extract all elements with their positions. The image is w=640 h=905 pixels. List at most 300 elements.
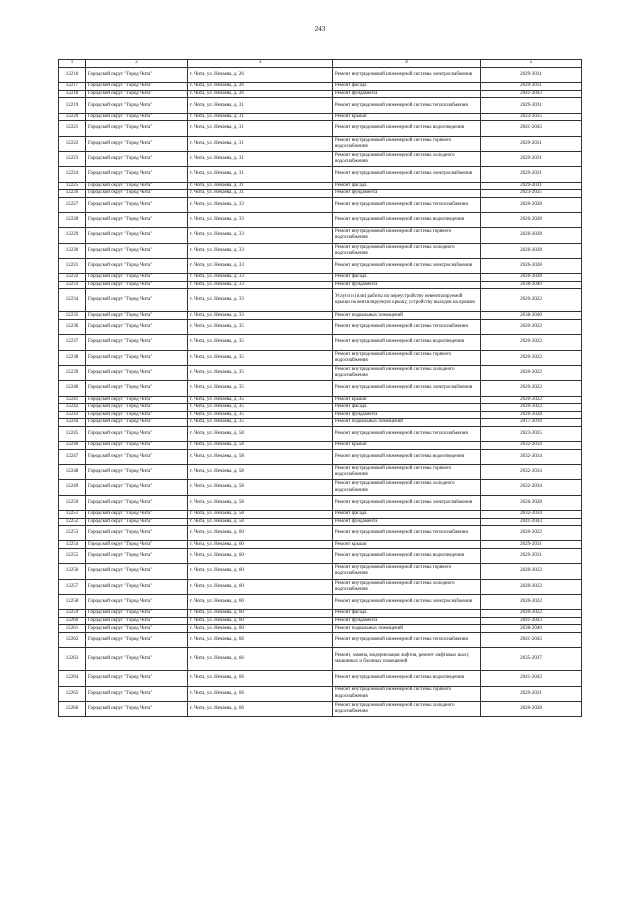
address-cell: г. Чита, ул. Нечаева, д. 35 — [188, 404, 333, 412]
municipality-cell: Городской округ "Город Чита" — [86, 350, 188, 365]
row-number: 12260 — [59, 617, 86, 625]
period-cell: 2041-2043 — [481, 90, 582, 98]
period-cell: 2020-2022 — [481, 526, 582, 541]
municipality-cell: Городской округ "Город Чита" — [86, 495, 188, 510]
row-number: 12251 — [59, 510, 86, 518]
table-row — [59, 518, 582, 526]
address-cell: г. Чита, ул. Нечаева, д. 60 — [188, 564, 333, 579]
row-number: 12242 — [59, 404, 86, 412]
row-number: 12236 — [59, 320, 86, 335]
address-cell: г. Чита, ул. Нечаева, д. 31 — [188, 113, 333, 121]
table-row — [59, 465, 582, 480]
municipality-cell: Городской округ "Город Чита" — [86, 426, 188, 441]
table-row — [59, 121, 582, 136]
address-cell: г. Чита, ул. Нечаева, д. 33 — [188, 243, 333, 258]
table-row — [59, 113, 582, 121]
municipality-cell: Городской округ "Город Чита" — [86, 564, 188, 579]
work-type-cell: Ремонт внутридомовой инженерной системы холодного водоснабжения — [333, 365, 481, 380]
address-cell: г. Чита, ул. Нечаева, д. 60 — [188, 610, 333, 618]
address-cell: г. Чита, ул. Нечаева, д. 58 — [188, 480, 333, 495]
work-type-cell: Ремонт внутридомовой инженерной системы водоотведения — [333, 213, 481, 228]
period-cell: 2020-2022 — [481, 579, 582, 594]
row-number: 12252 — [59, 518, 86, 526]
work-type-cell: Ремонт фундамента — [333, 281, 481, 289]
period-cell: 2020-2022 — [481, 289, 582, 312]
address-cell: г. Чита, ул. Нечаева, д. 35 — [188, 381, 333, 396]
address-cell: г. Чита, ул. Нечаева, д. 58 — [188, 510, 333, 518]
table-row — [59, 686, 582, 701]
work-type-cell: Ремонт внутридомовой инженерной системы холодного водоснабжения — [333, 151, 481, 166]
period-cell: 2026-2028 — [481, 495, 582, 510]
address-cell: г. Чита, ул. Нечаева, д. 31 — [188, 151, 333, 166]
address-cell: г. Чита, ул. Нечаева, д. 35 — [188, 419, 333, 427]
table-row — [59, 449, 582, 464]
municipality-cell: Городской округ "Город Чита" — [86, 365, 188, 380]
work-type-cell: Ремонт внутридомовой инженерной системы горячего водоснабжения — [333, 350, 481, 365]
period-cell: 2032-2034 — [481, 449, 582, 464]
row-number: 12263 — [59, 648, 86, 671]
period-cell: 2029-2031 — [481, 136, 582, 151]
period-cell: 2020-2022 — [481, 365, 582, 380]
table-row — [59, 258, 582, 273]
row-number: 12266 — [59, 701, 86, 716]
address-cell: г. Чита, ул. Нечаева, д. 33 — [188, 281, 333, 289]
address-cell: г. Чита, ул. Нечаева, д. 33 — [188, 258, 333, 273]
table-row — [59, 594, 582, 609]
period-cell: 2026-2028 — [481, 213, 582, 228]
work-type-cell: Ремонт внутридомовой инженерной системы теплоснабжения — [333, 98, 481, 113]
row-number: 12232 — [59, 274, 86, 282]
period-cell: 2029-2031 — [481, 686, 582, 701]
municipality-cell: Городской округ "Город Чита" — [86, 167, 188, 182]
repair-schedule-table — [58, 59, 582, 717]
municipality-cell: Городской округ "Город Чита" — [86, 68, 188, 83]
row-number: 12240 — [59, 381, 86, 396]
work-type-cell: Ремонт крыши — [333, 442, 481, 450]
period-cell: 2029-2031 — [481, 549, 582, 564]
period-cell: 2038-2040 — [481, 312, 582, 320]
table-row — [59, 289, 582, 312]
period-cell: 2041-2043 — [481, 121, 582, 136]
address-cell: г. Чита, ул. Нечаева, д. 33 — [188, 213, 333, 228]
work-type-cell: Ремонт подвальных помещений — [333, 625, 481, 633]
row-number: 12248 — [59, 465, 86, 480]
row-number: 12245 — [59, 426, 86, 441]
work-type-cell: Ремонт фасада — [333, 83, 481, 91]
municipality-cell: Городской округ "Город Чита" — [86, 541, 188, 549]
row-number: 12246 — [59, 442, 86, 450]
address-cell: г. Чита, ул. Нечаева, д. 58 — [188, 449, 333, 464]
address-cell: г. Чита, ул. Нечаева, д. 26 — [188, 90, 333, 98]
work-type-cell: Ремонт внутридомовой инженерной системы водоотведения — [333, 449, 481, 464]
municipality-cell: Городской округ "Город Чита" — [86, 617, 188, 625]
column-header-2: 2 — [86, 60, 188, 68]
row-number: 12220 — [59, 113, 86, 121]
address-cell: г. Чита, ул. Нечаева, д. 60 — [188, 549, 333, 564]
period-cell: 2032-2034 — [481, 465, 582, 480]
row-number: 12216 — [59, 68, 86, 83]
work-type-cell: Ремонт фундамента — [333, 411, 481, 419]
work-type-cell: Ремонт внутридомовой инженерной системы электроснабжения — [333, 68, 481, 83]
address-cell: г. Чита, ул. Нечаева, д. 31 — [188, 121, 333, 136]
period-cell: 2032-2034 — [481, 510, 582, 518]
table-body — [59, 68, 582, 717]
row-number: 12221 — [59, 121, 86, 136]
table-row — [59, 541, 582, 549]
address-cell: г. Чита, ул. Нечаева, д. 35 — [188, 320, 333, 335]
period-cell: 2020-2022 — [481, 564, 582, 579]
row-number: 12241 — [59, 396, 86, 404]
address-cell: г. Чита, ул. Нечаева, д. 58 — [188, 426, 333, 441]
period-cell: 2026-2028 — [481, 197, 582, 212]
table-row — [59, 98, 582, 113]
address-cell: г. Чита, ул. Нечаева, д. 60 — [188, 541, 333, 549]
address-cell: г. Чита, ул. Нечаева, д. 35 — [188, 396, 333, 404]
row-number: 12228 — [59, 213, 86, 228]
table-row — [59, 579, 582, 594]
address-cell: г. Чита, ул. Нечаева, д. 66 — [188, 671, 333, 686]
row-number: 12249 — [59, 480, 86, 495]
table-row — [59, 381, 582, 396]
table-row — [59, 411, 582, 419]
work-type-cell: Ремонт внутридомовой инженерной системы теплоснабжения — [333, 426, 481, 441]
period-cell: 2029-2031 — [481, 182, 582, 190]
address-cell: г. Чита, ул. Нечаева, д. 33 — [188, 289, 333, 312]
table-row — [59, 648, 582, 671]
row-number: 12250 — [59, 495, 86, 510]
municipality-cell: Городской округ "Город Чита" — [86, 98, 188, 113]
municipality-cell: Городской округ "Город Чита" — [86, 701, 188, 716]
work-type-cell: Ремонт внутридомовой инженерной системы горячего водоснабжения — [333, 686, 481, 701]
work-type-cell: Ремонт внутридомовой инженерной системы водоотведения — [333, 121, 481, 136]
work-type-cell: Ремонт фасада — [333, 610, 481, 618]
work-type-cell: Ремонт внутридомовой инженерной системы теплоснабжения — [333, 633, 481, 648]
table-row — [59, 68, 582, 83]
municipality-cell: Городской округ "Город Чита" — [86, 465, 188, 480]
work-type-cell: Ремонт крыши — [333, 113, 481, 121]
header-row — [59, 60, 582, 68]
work-type-cell: Ремонт, замена, модернизация лифтов, ремонт лифтовых шахт, машинных и блочных помещений — [333, 648, 481, 671]
municipality-cell: Городской округ "Город Чита" — [86, 396, 188, 404]
work-type-cell: Ремонт фундамента — [333, 90, 481, 98]
row-number: 12219 — [59, 98, 86, 113]
municipality-cell: Городской округ "Город Чита" — [86, 594, 188, 609]
municipality-cell: Городской округ "Город Чита" — [86, 190, 188, 198]
address-cell: г. Чита, ул. Нечаева, д. 35 — [188, 365, 333, 380]
period-cell: 2020-2022 — [481, 610, 582, 618]
table-row — [59, 396, 582, 404]
period-cell: 2020-2022 — [481, 320, 582, 335]
address-cell: г. Чита, ул. Нечаева, д. 31 — [188, 190, 333, 198]
table-row — [59, 419, 582, 427]
work-type-cell: Ремонт подвальных помещений — [333, 419, 481, 427]
table-row — [59, 480, 582, 495]
row-number: 12261 — [59, 625, 86, 633]
row-number: 12222 — [59, 136, 86, 151]
work-type-cell: Ремонт фундамента — [333, 617, 481, 625]
municipality-cell: Городской округ "Город Чита" — [86, 633, 188, 648]
period-cell: 2020-2022 — [481, 350, 582, 365]
address-cell: г. Чита, ул. Нечаева, д. 35 — [188, 411, 333, 419]
municipality-cell: Городской округ "Город Чита" — [86, 312, 188, 320]
table-row — [59, 404, 582, 412]
period-cell: 2026-2028 — [481, 228, 582, 243]
work-type-cell: Ремонт внутридомовой инженерной системы электроснабжения — [333, 594, 481, 609]
address-cell: г. Чита, ул. Нечаева, д. 31 — [188, 182, 333, 190]
address-cell: г. Чита, ул. Нечаева, д. 60 — [188, 579, 333, 594]
table-row — [59, 213, 582, 228]
municipality-cell: Городской округ "Город Чита" — [86, 526, 188, 541]
municipality-cell: Городской округ "Город Чита" — [86, 213, 188, 228]
work-type-cell: Ремонт крыши — [333, 396, 481, 404]
address-cell: г. Чита, ул. Нечаева, д. 33 — [188, 228, 333, 243]
period-cell: 2020-2022 — [481, 594, 582, 609]
municipality-cell: Городской округ "Город Чита" — [86, 274, 188, 282]
period-cell: 2017-2019 — [481, 419, 582, 427]
work-type-cell: Ремонт внутридомовой инженерной системы водоотведения — [333, 671, 481, 686]
row-number: 12233 — [59, 281, 86, 289]
municipality-cell: Городской округ "Город Чита" — [86, 510, 188, 518]
period-cell: 2029-2031 — [481, 151, 582, 166]
table-row — [59, 190, 582, 198]
work-type-cell: Ремонт внутридомовой инженерной системы теплоснабжения — [333, 526, 481, 541]
municipality-cell: Городской округ "Город Чита" — [86, 419, 188, 427]
period-cell: 2041-2043 — [481, 633, 582, 648]
municipality-cell: Городской округ "Город Чита" — [86, 335, 188, 350]
row-number: 12223 — [59, 151, 86, 166]
row-number: 12227 — [59, 197, 86, 212]
work-type-cell: Ремонт фундамента — [333, 190, 481, 198]
address-cell: г. Чита, ул. Нечаева, д. 58 — [188, 495, 333, 510]
row-number: 12237 — [59, 335, 86, 350]
row-number: 12264 — [59, 671, 86, 686]
municipality-cell: Городской округ "Город Чита" — [86, 625, 188, 633]
row-number: 12258 — [59, 594, 86, 609]
period-cell: 2023-2025 — [481, 426, 582, 441]
period-cell: 2023-2025 — [481, 113, 582, 121]
row-number: 12231 — [59, 258, 86, 273]
row-number: 12235 — [59, 312, 86, 320]
work-type-cell: Ремонт внутридомовой инженерной системы горячего водоснабжения — [333, 228, 481, 243]
table-row — [59, 426, 582, 441]
address-cell: г. Чита, ул. Нечаева, д. 66 — [188, 633, 333, 648]
municipality-cell: Городской округ "Город Чита" — [86, 136, 188, 151]
municipality-cell: Городской округ "Город Чита" — [86, 197, 188, 212]
row-number: 12244 — [59, 419, 86, 427]
address-cell: г. Чита, ул. Нечаева, д. 26 — [188, 68, 333, 83]
address-cell: г. Чита, ул. Нечаева, д. 66 — [188, 686, 333, 701]
period-cell: 2026-2028 — [481, 243, 582, 258]
table-row — [59, 312, 582, 320]
table-row — [59, 442, 582, 450]
period-cell: 2026-2028 — [481, 258, 582, 273]
period-cell: 2032-2034 — [481, 442, 582, 450]
table-row — [59, 320, 582, 335]
table-row — [59, 228, 582, 243]
address-cell: г. Чита, ул. Нечаева, д. 60 — [188, 617, 333, 625]
municipality-cell: Городской округ "Город Чита" — [86, 549, 188, 564]
address-cell: г. Чита, ул. Нечаева, д. 66 — [188, 701, 333, 716]
municipality-cell: Городской округ "Город Чита" — [86, 404, 188, 412]
period-cell: 2041-2043 — [481, 671, 582, 686]
municipality-cell: Городской округ "Город Чита" — [86, 480, 188, 495]
municipality-cell: Городской округ "Город Чита" — [86, 411, 188, 419]
period-cell: 2038-2040 — [481, 281, 582, 289]
row-number: 12230 — [59, 243, 86, 258]
municipality-cell: Городской округ "Город Чита" — [86, 320, 188, 335]
table-row — [59, 90, 582, 98]
work-type-cell: Ремонт внутридомовой инженерной системы холодного водоснабжения — [333, 480, 481, 495]
table-row — [59, 167, 582, 182]
work-type-cell: Ремонт фасада — [333, 182, 481, 190]
row-number: 12262 — [59, 633, 86, 648]
table-row — [59, 243, 582, 258]
municipality-cell: Городской округ "Город Чита" — [86, 182, 188, 190]
municipality-cell: Городской округ "Город Чита" — [86, 648, 188, 671]
work-type-cell: Ремонт внутридомовой инженерной системы электроснабжения — [333, 495, 481, 510]
work-type-cell: Ремонт внутридомовой инженерной системы горячего водоснабжения — [333, 136, 481, 151]
row-number: 12254 — [59, 541, 86, 549]
period-cell: 2026-2028 — [481, 701, 582, 716]
row-number: 12238 — [59, 350, 86, 365]
table-row — [59, 335, 582, 350]
column-header-3: 3 — [188, 60, 333, 68]
row-number: 12265 — [59, 686, 86, 701]
work-type-cell: Услуги и (или) работы по переустройству невентилируемой крыши на вентилируемую крышу, устройству выходов на кровлю — [333, 289, 481, 312]
work-type-cell: Ремонт внутридомовой инженерной системы горячего водоснабжения — [333, 465, 481, 480]
period-cell: 2029-2031 — [481, 68, 582, 83]
work-type-cell: Ремонт фасада — [333, 404, 481, 412]
work-type-cell: Ремонт крыши — [333, 541, 481, 549]
table-row — [59, 182, 582, 190]
row-number: 12229 — [59, 228, 86, 243]
table-row — [59, 510, 582, 518]
municipality-cell: Городской округ "Город Чита" — [86, 228, 188, 243]
period-cell: 2026-2028 — [481, 274, 582, 282]
address-cell: г. Чита, ул. Нечаева, д. 58 — [188, 442, 333, 450]
row-number: 12239 — [59, 365, 86, 380]
municipality-cell: Городской округ "Город Чита" — [86, 83, 188, 91]
row-number: 12255 — [59, 549, 86, 564]
table-row — [59, 197, 582, 212]
table-row — [59, 625, 582, 633]
period-cell: 2020-2022 — [481, 335, 582, 350]
address-cell: г. Чита, ул. Нечаева, д. 31 — [188, 98, 333, 113]
address-cell: г. Чита, ул. Нечаева, д. 35 — [188, 335, 333, 350]
table-row — [59, 671, 582, 686]
work-type-cell: Ремонт фасада — [333, 274, 481, 282]
period-cell: 2041-2043 — [481, 617, 582, 625]
municipality-cell: Городской округ "Город Чита" — [86, 90, 188, 98]
table-row — [59, 83, 582, 91]
work-type-cell: Ремонт фасада — [333, 510, 481, 518]
row-number: 12256 — [59, 564, 86, 579]
column-header-1: 1 — [59, 60, 86, 68]
work-type-cell: Ремонт внутридомовой инженерной системы электроснабжения — [333, 258, 481, 273]
address-cell: г. Чита, ул. Нечаева, д. 60 — [188, 594, 333, 609]
municipality-cell: Городской округ "Город Чита" — [86, 113, 188, 121]
work-type-cell: Ремонт внутридомовой инженерной системы холодного водоснабжения — [333, 579, 481, 594]
table-row — [59, 549, 582, 564]
address-cell: г. Чита, ул. Нечаева, д. 33 — [188, 197, 333, 212]
table-row — [59, 365, 582, 380]
address-cell: г. Чита, ул. Нечаева, д. 35 — [188, 350, 333, 365]
table-row — [59, 281, 582, 289]
municipality-cell: Городской округ "Город Чита" — [86, 686, 188, 701]
address-cell: г. Чита, ул. Нечаева, д. 66 — [188, 648, 333, 671]
address-cell: г. Чита, ул. Нечаева, д. 31 — [188, 167, 333, 182]
period-cell: 2029-2031 — [481, 167, 582, 182]
work-type-cell: Ремонт внутридомовой инженерной системы теплоснабжения — [333, 320, 481, 335]
municipality-cell: Городской округ "Город Чита" — [86, 381, 188, 396]
work-type-cell: Ремонт фундамента — [333, 518, 481, 526]
table-row — [59, 495, 582, 510]
period-cell: 2035-2037 — [481, 648, 582, 671]
table-row — [59, 617, 582, 625]
work-type-cell: Ремонт внутридомовой инженерной системы водоотведения — [333, 549, 481, 564]
work-type-cell: Ремонт внутридомовой инженерной системы горячего водоснабжения — [333, 564, 481, 579]
municipality-cell: Городской округ "Город Чита" — [86, 121, 188, 136]
period-cell: 2023-2025 — [481, 190, 582, 198]
period-cell: 2020-2022 — [481, 381, 582, 396]
work-type-cell: Ремонт внутридомовой инженерной системы водоотведения — [333, 335, 481, 350]
address-cell: г. Чита, ул. Нечаева, д. 60 — [188, 526, 333, 541]
row-number: 12234 — [59, 289, 86, 312]
column-header-4: 4 — [333, 60, 481, 68]
work-type-cell: Ремонт внутридомовой инженерной системы теплоснабжения — [333, 197, 481, 212]
address-cell: г. Чита, ул. Нечаева, д. 31 — [188, 136, 333, 151]
table-row — [59, 136, 582, 151]
row-number: 12226 — [59, 190, 86, 198]
period-cell: 2041-2043 — [481, 518, 582, 526]
address-cell: г. Чита, ул. Нечаева, д. 60 — [188, 625, 333, 633]
address-cell: г. Чита, ул. Нечаева, д. 33 — [188, 274, 333, 282]
row-number: 12218 — [59, 90, 86, 98]
period-cell: 2020-2022 — [481, 404, 582, 412]
row-number: 12217 — [59, 83, 86, 91]
municipality-cell: Городской округ "Город Чита" — [86, 258, 188, 273]
municipality-cell: Городской округ "Город Чита" — [86, 518, 188, 526]
municipality-cell: Городской округ "Город Чита" — [86, 579, 188, 594]
municipality-cell: Городской округ "Город Чита" — [86, 281, 188, 289]
municipality-cell: Городской округ "Город Чита" — [86, 243, 188, 258]
work-type-cell: Ремонт внутридомовой инженерной системы холодного водоснабжения — [333, 243, 481, 258]
page-number: 243 — [314, 25, 326, 33]
period-cell: 2038-2040 — [481, 625, 582, 633]
column-header-5: 5 — [481, 60, 582, 68]
address-cell: г. Чита, ул. Нечаева, д. 58 — [188, 465, 333, 480]
municipality-cell: Городской округ "Город Чита" — [86, 449, 188, 464]
work-type-cell: Ремонт внутридомовой инженерной системы электроснабжения — [333, 381, 481, 396]
municipality-cell: Городской округ "Город Чита" — [86, 610, 188, 618]
period-cell: 2032-2034 — [481, 480, 582, 495]
table-row — [59, 633, 582, 648]
table-row — [59, 151, 582, 166]
municipality-cell: Городской округ "Город Чита" — [86, 151, 188, 166]
row-number: 12259 — [59, 610, 86, 618]
table-row — [59, 564, 582, 579]
table-row — [59, 274, 582, 282]
municipality-cell: Городской округ "Город Чита" — [86, 671, 188, 686]
period-cell: 2020-2022 — [481, 396, 582, 404]
period-cell: 2029-2031 — [481, 541, 582, 549]
table-row — [59, 350, 582, 365]
address-cell: г. Чита, ул. Нечаева, д. 33 — [188, 312, 333, 320]
period-cell: 2026-2028 — [481, 411, 582, 419]
row-number: 12253 — [59, 526, 86, 541]
address-cell: г. Чита, ул. Нечаева, д. 26 — [188, 83, 333, 91]
address-cell: г. Чита, ул. Нечаева, д. 58 — [188, 518, 333, 526]
